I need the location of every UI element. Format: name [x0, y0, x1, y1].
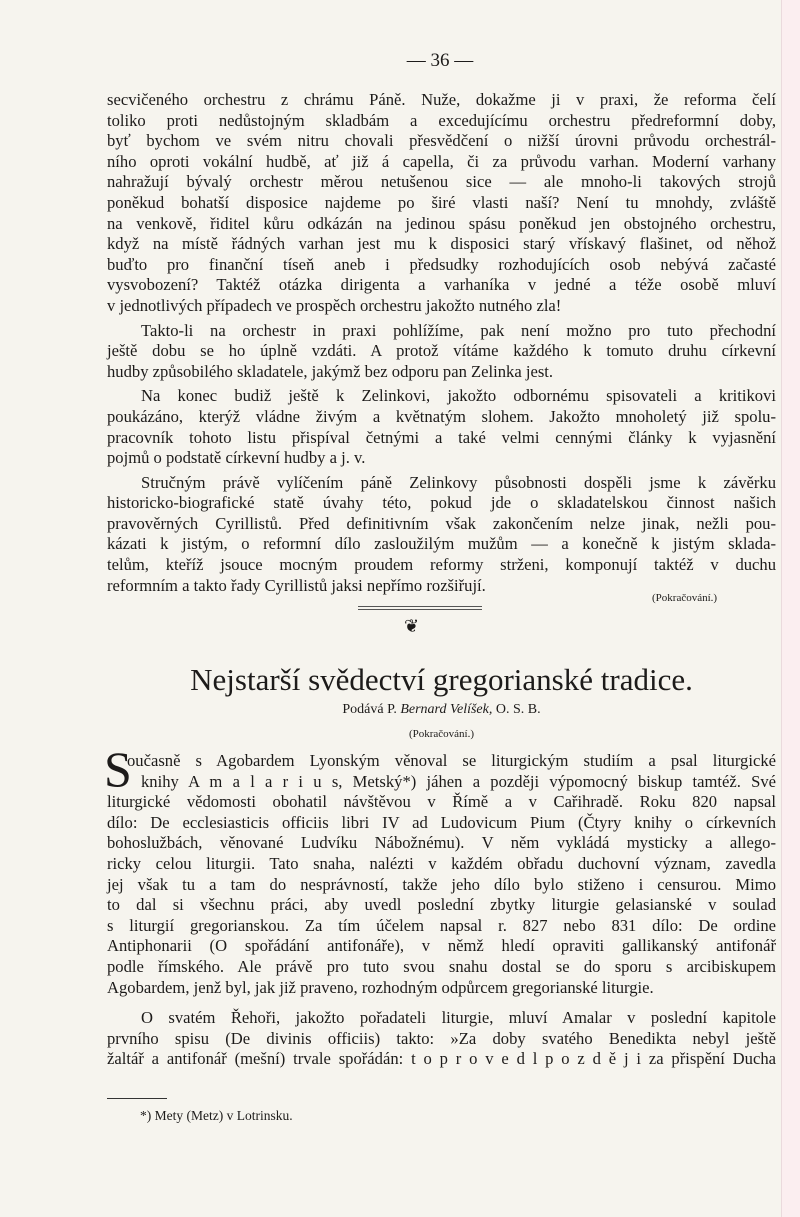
article-title: Nejstarší svědectví gregorianské tradice.	[190, 662, 693, 697]
text-line: pravověrných Cyrillistů. Před definitivním však zakončením nelze jinak, nežli pou-	[107, 513, 776, 533]
text-line: oučasně s Agobardem Lyonským věnoval se liturgickým studiím a psal liturgické	[127, 751, 776, 770]
text-line: bohoslužbách, věnované Ludvíku Nábožnému). V něm vykládá mysticky a allego-	[107, 833, 776, 853]
text-line: Takto-li na orchestr in praxi pohlížíme, pak není možno pro tuto přechodní	[141, 320, 776, 340]
text-line: liturgické vědomosti obohatil návštěvou v Římě a v Cařihradě. Roku 820 napsal	[107, 792, 776, 812]
text-line: podle římského. Ale právě pro tuto svou snahu dostal se do sporu s arcibiskupem	[107, 956, 776, 976]
text-line: reformním a takto řady Cyrillistů jaksi nepřímo rozšiřují.	[107, 575, 486, 595]
text-line: Stručným právě vylíčením páně Zelinkovy působnosti dospěli jsme k závěrku	[141, 472, 776, 492]
text-line: ricky celou liturgii. Tato snaha, nalézti v každém obřadu duchovní význam, zavedla	[107, 853, 776, 873]
text-line: telům, kteříž jsouce mocným proudem reformy strženi, komponují taktéž v duchu	[107, 555, 776, 575]
page-number: — 36 —	[406, 50, 474, 71]
text-line: poukázáno, kterýž vládne živým a květnatým slohem. Jakožto mnoholetý již spolu-	[107, 406, 776, 426]
text-line: na venkově, řiditel kůru odkázán na jedinou spásu poněkud jen obstojného orchestru,	[107, 213, 776, 233]
text-line: nahražují bývalý orchestr měrou netušenou sice — ale mnoho-li takových strojů	[107, 172, 776, 192]
footnote-rule	[107, 1098, 167, 1099]
text-line: toliko proti nedůstojným skladbám a excedujícímu orchestru předreformní doby,	[107, 110, 776, 130]
text-line: buďto pro finanční tíseň aneb i předsudky rozhodujících osob nebývá začasté	[107, 254, 776, 274]
text-line: ještě dobu se ho úplně vzdáti. A protož vítáme každého k tomuto druhu církevní	[107, 341, 776, 361]
text-line: dílo: De ecclesiasticis officiis libri IV ad Ludovicum Pium (Čtyry knihy o církevních	[107, 812, 776, 832]
text-line: secvičeného orchestru z chrámu Páně. Nuže, dokažme ji v praxi, že reforma čelí	[107, 90, 776, 109]
footnote: *) Mety (Metz) v Lotrinsku.	[140, 1108, 293, 1123]
ornament-icon: ❦	[404, 616, 420, 636]
text-line: s liturgií gregorianskou. Za tím účelem napsal r. 827 nebo 831 dílo: De ordine	[107, 915, 776, 935]
text-line: pojmů o podstatě církevní hudby a j. v.	[107, 448, 366, 468]
paragraph	[107, 1008, 776, 1070]
text-line: Agobardem, jenž byl, jak již praveno, rozhodným odpůrcem gregorianské liturgie.	[107, 977, 654, 997]
paragraph	[107, 751, 776, 998]
article-body-text	[107, 751, 776, 1070]
byline-author: Bernard Velíšek,	[400, 702, 493, 717]
text-line: vysvobození? Taktéž otázka dirigenta a varhaníka v jedné a téže osobě mluví	[107, 275, 776, 295]
continued-note: (Pokračování.)	[652, 592, 718, 604]
section-continuation-text	[107, 90, 776, 596]
paragraph	[107, 90, 776, 317]
paragraph	[107, 321, 776, 383]
text-line: kázati k jistým, o reformní dílo zasloužilým mužům — a konečně k jistým sklada-	[107, 534, 776, 554]
article-byline	[107, 702, 776, 718]
text-line: žaltář a antifonář (mešní) trvale spořádán: t o p r o v e d l p o z d ě j i za přispění Ducha	[107, 1049, 776, 1069]
drop-cap: S	[104, 741, 132, 797]
text-line: když na místě řádných varhan jest mu k disposici starý vřískavý flašinet, od něhož	[107, 234, 776, 254]
text-line: pracovník tohoto listu přispíval četnými a také velmi cennými články k vyjasnění	[107, 427, 776, 447]
text-line: O svatém Řehoři, jakožto pořadateli liturgie, mluví Amalar v poslední kapitole	[141, 1008, 776, 1028]
text-line: jej však tu a tam do nesprávností, takže jeho dílo bylo stiženo i censurou. Mimo	[107, 874, 776, 894]
text-line: to dal si všechnu práci, aby uvedl poslední zbytky liturgie gelasianské v soulad	[107, 895, 776, 915]
page-edge	[781, 0, 800, 1217]
text-line: knihy A m a l a r i u s, Metský*) jáhen a později výpomocný biskup tamtéž. Své	[141, 771, 776, 791]
section-divider-rule	[358, 606, 482, 610]
paragraph	[107, 473, 776, 597]
text-line: Antiphonarii (O spořádání antifonáře), v němž hledí opraviti gallikanský antifonář	[107, 936, 776, 956]
paragraph	[107, 386, 776, 468]
text-line: prvního spisu (De divinis officiis) takto: »Za doby svatého Benedikta nebyl ještě	[107, 1028, 776, 1048]
article-continued-note: (Pokračování.)	[408, 728, 475, 740]
byline-suffix: O. S. B.	[495, 702, 541, 717]
text-line: Na konec budiž ještě k Zelinkovi, jakožto odbornému spisovateli a kritikovi	[141, 386, 776, 406]
byline-prefix: Podává P.	[342, 702, 397, 717]
text-line: poněkud bohatší disposice najdeme po širé vlasti naší? Není tu mnohdy, zvláště	[107, 192, 776, 212]
text-line: v jednotlivých případech ve prospěch orchestru jakožto nutného zla!	[107, 295, 562, 315]
text-line: historicko-biografické statě úvahy této, pokud jde o skladatelskou činnost našich	[107, 493, 776, 513]
text-line: byť bychom ve svém nitru chovali přesvědčení o nižší úrovni průvodu orchestrál-	[107, 131, 776, 151]
text-line: ního oproti vokální hudbě, ať již á capella, či za průvodu varhan. Moderní varhany	[107, 151, 776, 171]
text-line: hudby způsobilého skladatele, jakýmž bez odporu pan Zelinka jest.	[107, 361, 554, 381]
